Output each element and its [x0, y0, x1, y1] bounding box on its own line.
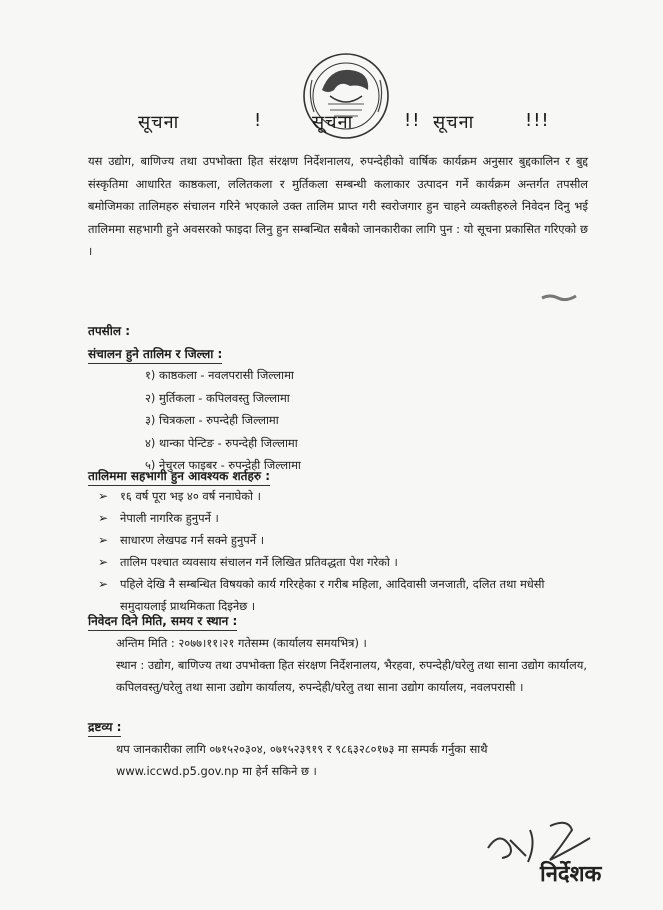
heading-word-3: सूचना	[433, 112, 475, 133]
arrow-bullet-icon: ➢	[98, 577, 109, 591]
condition-text: १६ वर्ष पूरा भइ ४० वर्ष ननाघेको ।	[120, 489, 261, 503]
list-item: २) मुर्तिकला - कपिलवस्तु जिल्लामा	[145, 390, 290, 405]
heading-mark-2: !!	[404, 110, 421, 131]
trainings-title: संचालन हुने तालिम र जिल्ला :	[88, 345, 222, 364]
heading-mark-1: !	[254, 110, 263, 131]
application-title: निवेदन दिने मिति, समय र स्थान :	[88, 612, 237, 631]
list-item	[98, 507, 593, 529]
condition-text: तालिम पश्चात व्यवसाय संचालन गर्ने लिखित प्रतिवद्धता पेश गरेको ।	[120, 555, 398, 569]
notice-heading	[0, 110, 663, 140]
arrow-bullet-icon: ➢	[98, 555, 109, 569]
heading-mark-3: !!!	[525, 110, 550, 131]
arrow-bullet-icon: ➢	[98, 533, 109, 547]
arrow-bullet-icon: ➢	[98, 511, 109, 525]
note-text: थप जानकारीका लागि ०७१५२०३०४, ०७१५२३९१९ र ९८६३२८०१७३ मा सम्पर्क गर्नुका साथै www.iccwd.p5.gov.np मा हेर्न सकिने छ ।	[116, 742, 488, 778]
list-item	[98, 485, 593, 507]
training-list	[145, 364, 445, 477]
list-item	[98, 573, 593, 617]
list-item: ४) थान्का पेन्टिङ - रुपन्देही जिल्लामा	[145, 435, 298, 450]
application-details	[116, 632, 594, 698]
list-item: ३) चित्रकला - रुपन्देही जिल्लामा	[145, 413, 279, 427]
list-item	[98, 551, 593, 573]
heading-word-2: सूचना	[312, 112, 354, 133]
signatory-title: निर्देशक	[540, 862, 602, 887]
location-text: स्थान : उद्योग, बाणिज्य तथा उपभोक्ता हित संरक्षण निर्देशनालय, भैरहवा, रुपन्देही/घरेलु तथा साना उद्योग कार्यालय, कपिलवस्तु/घरेलु तथा साना उद्योग कार्यालय, रुपन्देही/घरेलु तथा साना उद्योग कार्यालय, नवलपरासी ।	[116, 658, 587, 694]
list-item	[98, 529, 593, 551]
deadline-text: अन्तिम मिति : २०७७।११।२१ गतेसम्म (कार्यालय समयभित्र) ।	[116, 636, 367, 650]
condition-text: नेपाली नागरिक हुनुपर्ने ।	[120, 511, 219, 525]
condition-text: साधारण लेखपढ गर्न सक्ने हुनुपर्ने ।	[120, 533, 265, 547]
ink-mark	[540, 290, 580, 304]
list-item: १) काष्ठकला - नवलपरासी जिल्लामा	[145, 368, 294, 382]
list-item: ५) नेचुरल फाइबर - रुपन्देही जिल्लामा	[145, 458, 301, 472]
arrow-bullet-icon: ➢	[98, 489, 109, 503]
note-title: द्रष्टव्य :	[88, 718, 121, 737]
conditions-list	[98, 485, 593, 617]
condition-text: पहिले देखि नै सम्बन्धित विषयको कार्य गरिरहेका र गरीब महिला, आदिवासी जनजाती, दलित तथा मधेसी समुदायलाई प्राथमिकता दिइनेछ ।	[120, 577, 545, 613]
intro-paragraph: यस उद्योग, बाणिज्य तथा उपभोक्ता हित संरक्षण निर्देशनालय, रुपन्देहीको वार्षिक कार्यक्रम अनुसार बुद्दकालिन र बुद्द संस्कृतिमा आधारित काष्ठकला, ललितकला र मुर्तिकला सम्बन्धी कलाकार उत्पादन गर्ने कार्यक्रम अन्तर्गत तपसील बमोजिमका तालिमहरु संचालन गरिने भएकाले उक्त तालिम प्राप्त गरी स्वरोजगार हुन चाहने व्यक्तीहरुले निवेदन दिनु भई तालिममा सहभागी हुने अवसरको फाइदा लिनु हुन सम्बन्धित सबैको जानकारीका लागि पुन : यो सूचना प्रकासित गरिएको छ ।	[88, 154, 588, 258]
heading-word-1: सूचना	[138, 112, 180, 133]
conditions-title: तालिममा सहभागी हुन आवश्यक शर्तहरु :	[88, 467, 270, 486]
details-title: तपसील :	[88, 324, 130, 338]
